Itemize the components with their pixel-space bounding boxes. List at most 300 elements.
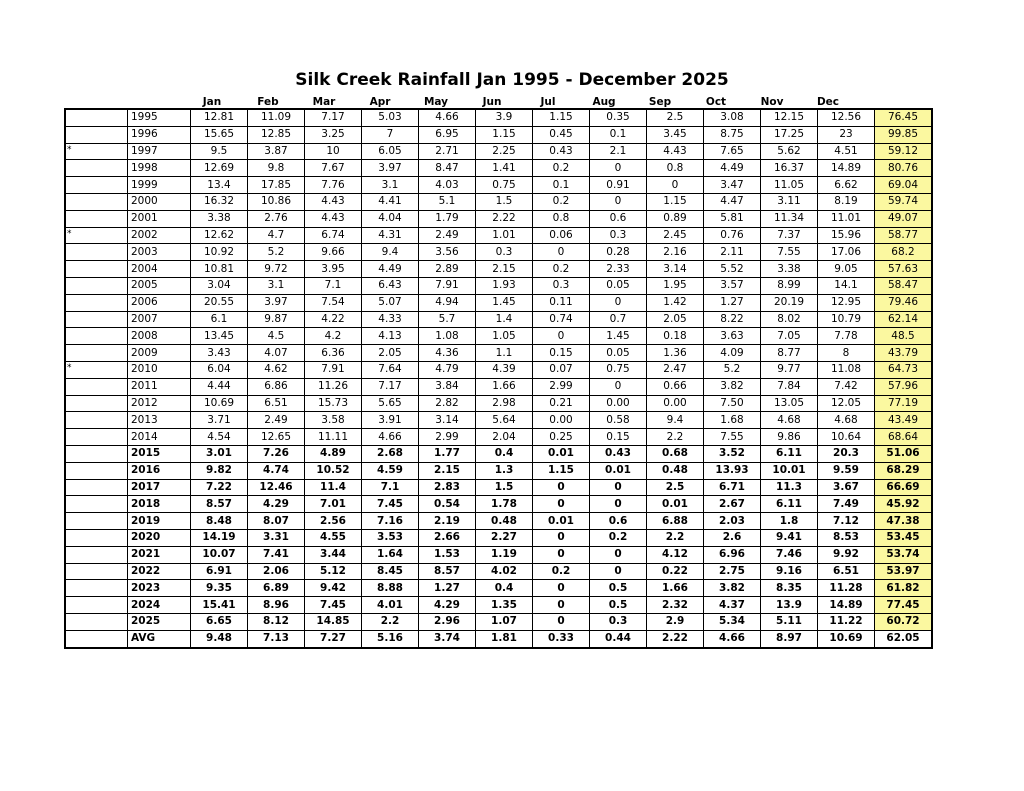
month-header: Oct	[705, 96, 727, 108]
rainfall-value-cell: 0.2	[533, 261, 590, 278]
rainfall-value-cell: 7.54	[305, 294, 362, 311]
rainfall-value-cell: 0.76	[704, 227, 761, 244]
rainfall-value-cell: 4.66	[419, 110, 476, 127]
rainfall-value-cell: 8.99	[761, 277, 818, 294]
table-row	[66, 429, 932, 446]
annual-total-cell: 59.74	[875, 193, 932, 210]
rainfall-value-cell: 3.14	[647, 261, 704, 278]
rainfall-value-cell: 2.47	[647, 361, 704, 378]
average-value-cell: 9.48	[191, 630, 248, 647]
rainfall-value-cell: 1.66	[476, 378, 533, 395]
rainfall-value-cell: 2.06	[248, 563, 305, 580]
rainfall-value-cell: 11.11	[305, 429, 362, 446]
rainfall-value-cell: 0.4	[476, 445, 533, 462]
table-row	[66, 193, 932, 210]
rainfall-value-cell: 4.79	[419, 361, 476, 378]
rainfall-value-cell: 3.53	[362, 529, 419, 546]
table-row	[66, 597, 932, 614]
rainfall-value-cell: 13.45	[191, 328, 248, 345]
rainfall-value-cell: 2.99	[419, 429, 476, 446]
rainfall-value-cell: 3.45	[647, 126, 704, 143]
rainfall-value-cell: 1.15	[533, 110, 590, 127]
rainfall-value-cell: 1.27	[704, 294, 761, 311]
table-row	[66, 479, 932, 496]
rainfall-value-cell: 3.38	[191, 210, 248, 227]
rainfall-value-cell: 7.26	[248, 445, 305, 462]
rainfall-value-cell: 13.05	[761, 395, 818, 412]
rainfall-value-cell: 8.75	[704, 126, 761, 143]
annual-total-cell: 77.19	[875, 395, 932, 412]
annual-total-cell: 43.49	[875, 412, 932, 429]
year-cell: 2009	[128, 345, 191, 362]
rainfall-value-cell: 3.04	[191, 277, 248, 294]
rainfall-value-cell: 0.43	[590, 445, 647, 462]
rainfall-value-cell: 9.4	[647, 412, 704, 429]
table-row	[66, 177, 932, 194]
rainfall-value-cell: 0	[533, 529, 590, 546]
rainfall-value-cell: 3.97	[362, 160, 419, 177]
rainfall-value-cell: 8.77	[761, 345, 818, 362]
table-row	[66, 277, 932, 294]
year-cell: 2023	[128, 580, 191, 597]
annual-total-cell: 45.92	[875, 496, 932, 513]
rainfall-value-cell: 8.96	[248, 597, 305, 614]
year-cell: 2001	[128, 210, 191, 227]
rainfall-value-cell: 11.26	[305, 378, 362, 395]
rainfall-value-cell: 4.94	[419, 294, 476, 311]
rainfall-value-cell: 3.82	[704, 378, 761, 395]
rainfall-value-cell: 10.81	[191, 261, 248, 278]
year-cell: 1998	[128, 160, 191, 177]
rainfall-value-cell: 6.65	[191, 613, 248, 630]
rainfall-value-cell: 7.67	[305, 160, 362, 177]
rainfall-value-cell: 1.66	[647, 580, 704, 597]
rainfall-value-cell: 4.89	[305, 445, 362, 462]
rainfall-value-cell: 0.2	[533, 563, 590, 580]
rainfall-value-cell: 0	[533, 479, 590, 496]
average-label-cell: AVG	[128, 630, 191, 647]
rainfall-value-cell: 2.05	[647, 311, 704, 328]
rainfall-table	[65, 109, 932, 648]
rainfall-value-cell: 2.27	[476, 529, 533, 546]
rainfall-value-cell: 9.16	[761, 563, 818, 580]
rainfall-value-cell: 0	[590, 378, 647, 395]
rainfall-value-cell: 1.42	[647, 294, 704, 311]
table-row	[66, 244, 932, 261]
rainfall-value-cell: 12.69	[191, 160, 248, 177]
rainfall-value-cell: 2.83	[419, 479, 476, 496]
rainfall-value-cell: 0.66	[647, 378, 704, 395]
rainfall-value-cell: 6.86	[248, 378, 305, 395]
rainfall-value-cell: 2.2	[647, 429, 704, 446]
year-cell: 2008	[128, 328, 191, 345]
table-row	[66, 580, 932, 597]
annual-total-cell: 80.76	[875, 160, 932, 177]
rainfall-value-cell: 10.52	[305, 462, 362, 479]
rainfall-value-cell: 4.55	[305, 529, 362, 546]
rainfall-value-cell: 3.38	[761, 261, 818, 278]
rainfall-value-cell: 4.01	[362, 597, 419, 614]
table-row	[66, 261, 932, 278]
annual-total-cell: 58.47	[875, 277, 932, 294]
rainfall-value-cell: 4.33	[362, 311, 419, 328]
rainfall-value-cell: 6.51	[248, 395, 305, 412]
rainfall-value-cell: 4.66	[362, 429, 419, 446]
rainfall-value-cell: 0.3	[533, 277, 590, 294]
rainfall-value-cell: 0.01	[647, 496, 704, 513]
rainfall-value-cell: 0.75	[590, 361, 647, 378]
rainfall-value-cell: 0.3	[590, 227, 647, 244]
month-header: Nov	[760, 96, 784, 108]
note-mark-cell	[66, 597, 128, 614]
rainfall-value-cell: 2.9	[647, 613, 704, 630]
rainfall-value-cell: 2.49	[419, 227, 476, 244]
rainfall-value-cell: 8.53	[818, 529, 875, 546]
rainfall-value-cell: 0.07	[533, 361, 590, 378]
year-cell: 2020	[128, 529, 191, 546]
rainfall-value-cell: 3.71	[191, 412, 248, 429]
rainfall-value-cell: 9.77	[761, 361, 818, 378]
year-cell: 2011	[128, 378, 191, 395]
rainfall-value-cell: 3.31	[248, 529, 305, 546]
rainfall-value-cell: 0.11	[533, 294, 590, 311]
rainfall-value-cell: 7.84	[761, 378, 818, 395]
year-cell: 2010	[128, 361, 191, 378]
rainfall-value-cell: 7.1	[305, 277, 362, 294]
rainfall-value-cell: 4.49	[362, 261, 419, 278]
rainfall-value-cell: 2.45	[647, 227, 704, 244]
rainfall-value-cell: 0	[533, 546, 590, 563]
note-mark-cell	[66, 210, 128, 227]
rainfall-value-cell: 23	[818, 126, 875, 143]
rainfall-value-cell: 8.47	[419, 160, 476, 177]
rainfall-value-cell: 6.11	[761, 445, 818, 462]
rainfall-value-cell: 2.22	[476, 210, 533, 227]
rainfall-value-cell: 10.07	[191, 546, 248, 563]
annual-total-cell: 47.38	[875, 513, 932, 530]
table-row	[66, 613, 932, 630]
rainfall-value-cell: 1.15	[647, 193, 704, 210]
rainfall-value-cell: 0.54	[419, 496, 476, 513]
rainfall-value-cell: 10.64	[818, 429, 875, 446]
rainfall-value-cell: 7.50	[704, 395, 761, 412]
rainfall-value-cell: 1.05	[476, 328, 533, 345]
table-row	[66, 445, 932, 462]
rainfall-value-cell: 8.45	[362, 563, 419, 580]
rainfall-value-cell: 3.1	[248, 277, 305, 294]
rainfall-value-cell: 10.79	[818, 311, 875, 328]
rainfall-value-cell: 6.36	[305, 345, 362, 362]
rainfall-value-cell: 7.41	[248, 546, 305, 563]
rainfall-value-cell: 0.25	[533, 429, 590, 446]
rainfall-value-cell: 3.01	[191, 445, 248, 462]
rainfall-value-cell: 1.5	[476, 479, 533, 496]
year-cell: 2003	[128, 244, 191, 261]
rainfall-value-cell: 4.41	[362, 193, 419, 210]
annual-total-cell: 61.82	[875, 580, 932, 597]
note-mark-cell	[66, 496, 128, 513]
annual-total-cell: 62.14	[875, 311, 932, 328]
rainfall-value-cell: 7.05	[761, 328, 818, 345]
rainfall-value-cell: 2.67	[704, 496, 761, 513]
rainfall-value-cell: 4.31	[362, 227, 419, 244]
year-cell: 2005	[128, 277, 191, 294]
rainfall-value-cell: 0.48	[647, 462, 704, 479]
table-row	[66, 496, 932, 513]
average-value-cell: 2.22	[647, 630, 704, 647]
rainfall-value-cell: 15.41	[191, 597, 248, 614]
table-row	[66, 328, 932, 345]
rainfall-value-cell: 7.37	[761, 227, 818, 244]
rainfall-value-cell: 2.11	[704, 244, 761, 261]
average-value-cell: 5.16	[362, 630, 419, 647]
rainfall-value-cell: 0.1	[590, 126, 647, 143]
rainfall-value-cell: 7.78	[818, 328, 875, 345]
rainfall-value-cell: 8.02	[761, 311, 818, 328]
annual-total-cell: 66.69	[875, 479, 932, 496]
rainfall-value-cell: 0.2	[533, 193, 590, 210]
rainfall-value-cell: 7.17	[305, 110, 362, 127]
note-mark-cell	[66, 311, 128, 328]
rainfall-value-cell: 12.56	[818, 110, 875, 127]
rainfall-value-cell: 0.68	[647, 445, 704, 462]
rainfall-value-cell: 9.5	[191, 143, 248, 160]
annual-total-cell: 53.97	[875, 563, 932, 580]
rainfall-value-cell: 4.59	[362, 462, 419, 479]
rainfall-value-cell: 5.1	[419, 193, 476, 210]
rainfall-value-cell: 9.59	[818, 462, 875, 479]
rainfall-value-cell: 2.2	[362, 613, 419, 630]
year-cell: 1995	[128, 110, 191, 127]
annual-total-cell: 79.46	[875, 294, 932, 311]
rainfall-value-cell: 7.55	[704, 429, 761, 446]
note-mark-cell	[66, 513, 128, 530]
month-header: Jan	[202, 96, 222, 108]
rainfall-value-cell: 9.66	[305, 244, 362, 261]
rainfall-value-cell: 4.43	[305, 193, 362, 210]
rainfall-value-cell: 3.11	[761, 193, 818, 210]
rainfall-value-cell: 3.97	[248, 294, 305, 311]
rainfall-value-cell: 17.25	[761, 126, 818, 143]
rainfall-value-cell: 1.95	[647, 277, 704, 294]
note-mark-cell: *	[66, 227, 128, 244]
rainfall-value-cell: 0.3	[476, 244, 533, 261]
rainfall-value-cell: 4.13	[362, 328, 419, 345]
rainfall-value-cell: 7.55	[761, 244, 818, 261]
rainfall-value-cell: 17.85	[248, 177, 305, 194]
rainfall-value-cell: 4.22	[305, 311, 362, 328]
rainfall-value-cell: 1.15	[476, 126, 533, 143]
note-mark-cell	[66, 563, 128, 580]
month-header: May	[423, 96, 449, 108]
rainfall-value-cell: 7.16	[362, 513, 419, 530]
rainfall-value-cell: 0.8	[647, 160, 704, 177]
rainfall-value-cell: 2.15	[476, 261, 533, 278]
rainfall-value-cell: 0.75	[476, 177, 533, 194]
table-row	[66, 227, 932, 244]
year-cell: 2021	[128, 546, 191, 563]
rainfall-value-cell: 3.52	[704, 445, 761, 462]
rainfall-value-cell: 1.78	[476, 496, 533, 513]
note-mark-cell	[66, 177, 128, 194]
rainfall-value-cell: 0	[533, 496, 590, 513]
rainfall-value-cell: 4.29	[419, 597, 476, 614]
rainfall-value-cell: 9.72	[248, 261, 305, 278]
rainfall-value-cell: 0.05	[590, 277, 647, 294]
year-cell: 2024	[128, 597, 191, 614]
rainfall-value-cell: 2.99	[533, 378, 590, 395]
rainfall-value-cell: 1.15	[533, 462, 590, 479]
rainfall-value-cell: 7.42	[818, 378, 875, 395]
rainfall-value-cell: 12.15	[761, 110, 818, 127]
rainfall-value-cell: 5.03	[362, 110, 419, 127]
rainfall-value-cell: 0.01	[533, 445, 590, 462]
rainfall-value-cell: 12.62	[191, 227, 248, 244]
rainfall-value-cell: 0	[533, 328, 590, 345]
rainfall-value-cell: 10.92	[191, 244, 248, 261]
annual-total-cell: 59.12	[875, 143, 932, 160]
rainfall-value-cell: 0	[590, 496, 647, 513]
rainfall-value-cell: 2.49	[248, 412, 305, 429]
rainfall-value-cell: 4.07	[248, 345, 305, 362]
rainfall-value-cell: 0	[533, 244, 590, 261]
annual-total-cell: 60.72	[875, 613, 932, 630]
rainfall-value-cell: 7.91	[419, 277, 476, 294]
rainfall-value-cell: 1.8	[761, 513, 818, 530]
rainfall-value-cell: 1.4	[476, 311, 533, 328]
note-mark-cell	[66, 277, 128, 294]
rainfall-value-cell: 4.04	[362, 210, 419, 227]
rainfall-value-cell: 3.25	[305, 126, 362, 143]
rainfall-value-cell: 8.57	[419, 563, 476, 580]
rainfall-value-cell: 15.65	[191, 126, 248, 143]
note-mark-cell	[66, 412, 128, 429]
note-mark-cell	[66, 110, 128, 127]
rainfall-value-cell: 9.87	[248, 311, 305, 328]
rainfall-value-cell: 11.01	[818, 210, 875, 227]
rainfall-value-cell: 17.06	[818, 244, 875, 261]
rainfall-value-cell: 12.46	[248, 479, 305, 496]
rainfall-value-cell: 0	[590, 479, 647, 496]
rainfall-value-cell: 7.1	[362, 479, 419, 496]
note-mark-cell	[66, 160, 128, 177]
table-row	[66, 412, 932, 429]
table-row	[66, 345, 932, 362]
note-mark-cell	[66, 126, 128, 143]
month-header: Aug	[592, 96, 616, 108]
rainfall-value-cell: 6.04	[191, 361, 248, 378]
average-value-cell: 4.66	[704, 630, 761, 647]
rainfall-value-cell: 0.21	[533, 395, 590, 412]
rainfall-value-cell: 0.1	[533, 177, 590, 194]
rainfall-value-cell: 7.65	[704, 143, 761, 160]
rainfall-value-cell: 4.51	[818, 143, 875, 160]
rainfall-value-cell: 0.6	[590, 513, 647, 530]
rainfall-value-cell: 5.12	[305, 563, 362, 580]
table-row	[66, 529, 932, 546]
rainfall-value-cell: 1.79	[419, 210, 476, 227]
annual-total-cell: 76.45	[875, 110, 932, 127]
rainfall-value-cell: 4.37	[704, 597, 761, 614]
table-row	[66, 311, 932, 328]
note-mark-cell	[66, 429, 128, 446]
rainfall-value-cell: 8.57	[191, 496, 248, 513]
average-value-cell: 3.74	[419, 630, 476, 647]
note-mark-cell	[66, 529, 128, 546]
rainfall-value-cell: 0.4	[476, 580, 533, 597]
rainfall-value-cell: 0.5	[590, 597, 647, 614]
rainfall-value-cell: 3.9	[476, 110, 533, 127]
note-mark-cell	[66, 580, 128, 597]
rainfall-value-cell: 2.68	[362, 445, 419, 462]
note-mark-cell	[66, 395, 128, 412]
year-cell: 2016	[128, 462, 191, 479]
rainfall-value-cell: 3.58	[305, 412, 362, 429]
rainfall-value-cell: 2.15	[419, 462, 476, 479]
rainfall-value-cell: 3.84	[419, 378, 476, 395]
rainfall-value-cell: 13.93	[704, 462, 761, 479]
rainfall-value-cell: 0.15	[533, 345, 590, 362]
year-cell: 2012	[128, 395, 191, 412]
rainfall-value-cell: 10.01	[761, 462, 818, 479]
rainfall-value-cell: 3.95	[305, 261, 362, 278]
rainfall-value-cell: 14.1	[818, 277, 875, 294]
table-row	[66, 126, 932, 143]
rainfall-value-cell: 15.73	[305, 395, 362, 412]
rainfall-value-cell: 11.22	[818, 613, 875, 630]
note-mark-cell	[66, 244, 128, 261]
average-value-cell: 7.27	[305, 630, 362, 647]
rainfall-value-cell: 4.47	[704, 193, 761, 210]
rainfall-value-cell: 2.19	[419, 513, 476, 530]
rainfall-value-cell: 16.32	[191, 193, 248, 210]
note-mark-cell	[66, 445, 128, 462]
rainfall-value-cell: 0.00	[533, 412, 590, 429]
rainfall-value-cell: 7.22	[191, 479, 248, 496]
rainfall-value-cell: 5.62	[761, 143, 818, 160]
rainfall-value-cell: 6.51	[818, 563, 875, 580]
rainfall-value-cell: 3.87	[248, 143, 305, 160]
rainfall-value-cell: 4.12	[647, 546, 704, 563]
rainfall-value-cell: 10	[305, 143, 362, 160]
rainfall-value-cell: 9.4	[362, 244, 419, 261]
average-value-cell: 10.69	[818, 630, 875, 647]
table-row	[66, 110, 932, 127]
rainfall-value-cell: 7.45	[305, 597, 362, 614]
rainfall-value-cell: 3.67	[818, 479, 875, 496]
month-header: Dec	[816, 96, 840, 108]
rainfall-value-cell: 6.1	[191, 311, 248, 328]
rainfall-value-cell: 0.05	[590, 345, 647, 362]
rainfall-value-cell: 6.88	[647, 513, 704, 530]
rainfall-value-cell: 3.44	[305, 546, 362, 563]
annual-total-cell: 68.64	[875, 429, 932, 446]
rainfall-value-cell: 2.05	[362, 345, 419, 362]
rainfall-value-cell: 2.5	[647, 110, 704, 127]
rainfall-value-cell: 4.49	[704, 160, 761, 177]
rainfall-value-cell: 0.43	[533, 143, 590, 160]
annual-total-cell: 99.85	[875, 126, 932, 143]
rainfall-value-cell: 5.65	[362, 395, 419, 412]
note-mark-cell	[66, 462, 128, 479]
note-mark-cell: *	[66, 361, 128, 378]
rainfall-value-cell: 2.25	[476, 143, 533, 160]
rainfall-value-cell: 7.46	[761, 546, 818, 563]
rainfall-value-cell: 8.88	[362, 580, 419, 597]
rainfall-value-cell: 2.66	[419, 529, 476, 546]
rainfall-value-cell: 1.35	[476, 597, 533, 614]
rainfall-value-cell: 4.54	[191, 429, 248, 446]
